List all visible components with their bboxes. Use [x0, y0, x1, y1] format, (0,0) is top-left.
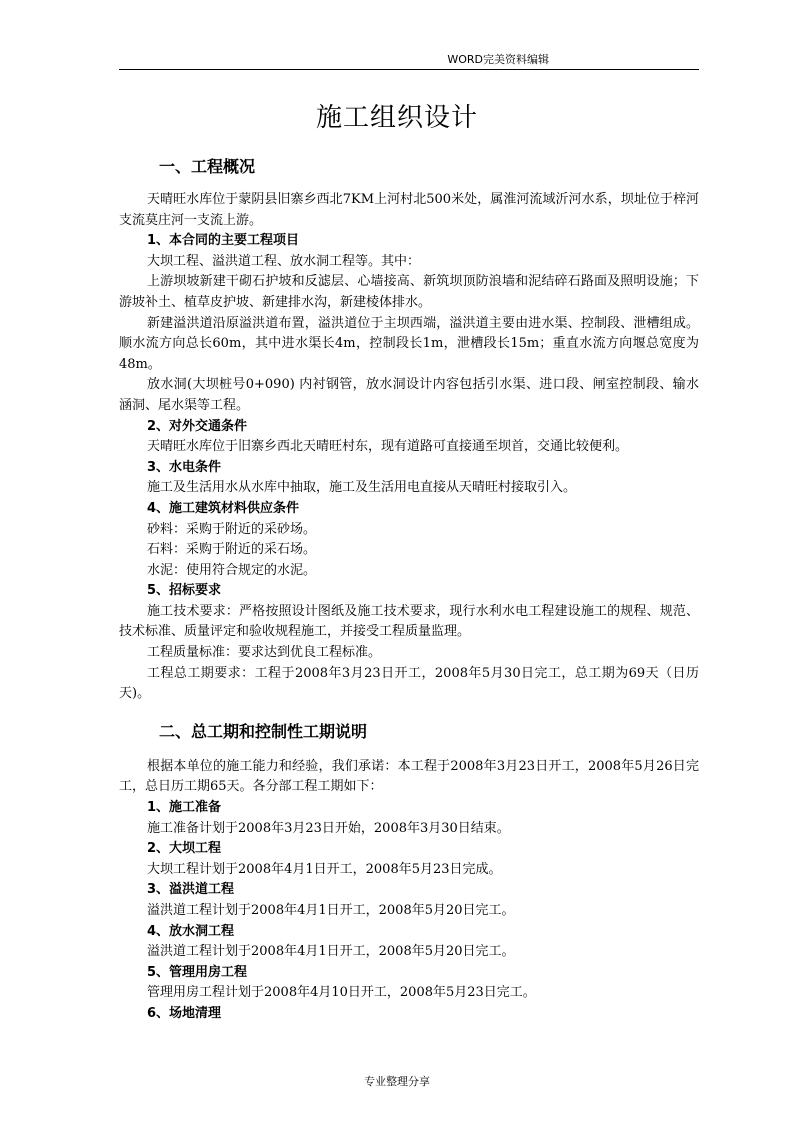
subheading-water-power: 3、水电条件	[147, 459, 222, 475]
schedule-item-text: 管理用房工程计划于2008年4月10日开工，2008年5月23日完工。	[147, 985, 536, 1001]
paragraph: 工程总工期要求：工程于2008年3月23日开工，2008年5月30日完工，总工期为69天（日历天)。	[119, 665, 699, 702]
paragraph: 放水洞(大坝桩号0+090) 内衬钢管，放水洞设计内容包括引水渠、进口段、闸室控制段、输水涵洞、尾水渠等工程。	[119, 377, 699, 413]
paragraph-schedule-intro: 根据本单位的施工能力和经验，我们承诺：本工程于2008年3月23日开工，2008年5月26日完工，总日历工期65天。各分部工程工期如下：	[119, 758, 699, 795]
page-title: 施工组织设计	[315, 103, 478, 133]
page-footer: 专业整理分享	[364, 1075, 430, 1088]
document-body	[119, 150, 699, 1025]
schedule-item-heading: 1、施工准备	[147, 800, 222, 816]
material-line: 石料：采购于附近的采石场。	[147, 542, 317, 558]
subheading-bid-requirements: 5、招标要求	[147, 583, 222, 599]
paragraph: 新建溢洪道沿原溢洪道布置，溢洪道位于主坝西端，溢洪道主要由进水渠、控制段、泄槽组成。顺水流方向总长60m，其中进水渠长4m，控制段长1m，泄槽段长15m；重直水流方向堰总宽度为48m。	[119, 315, 699, 372]
section-heading-schedule: 二、总工期和控制性工期说明	[159, 721, 368, 741]
schedule-item-text: 溢洪道工程计划于2008年4月1日开工，2008年5月20日完工。	[147, 944, 515, 960]
paragraph: 施工技术要求：严格按照设计图纸及施工技术要求，现行水利水电工程建设施工的规程、规范、技术标准、质量评定和验收规程施工，并接受工程质量监理。	[119, 603, 699, 640]
schedule-item-text: 大坝工程计划于2008年4月1日开工，2008年5月23日完成。	[147, 861, 502, 877]
schedule-item-heading: 2、大坝工程	[147, 841, 222, 857]
schedule-item-text: 溢洪道工程计划于2008年4月1日开工，2008年5月20日完工。	[147, 903, 515, 918]
section-heading-overview: 一、工程概况	[159, 157, 256, 176]
subheading-main-items: 1、本合同的主要工程项目	[147, 233, 300, 249]
header-text: WORD完美资料编辑	[447, 53, 549, 66]
schedule-item-heading: 4、放水洞工程	[147, 923, 235, 939]
paragraph: 上游坝坡新建干砌石护坡和反滤层、心墙接高、新筑坝顶防浪墙和泥结碎石路面及照明设施；下游坡补土、植草皮护坡、新建排水沟，新建棱体排水。	[119, 274, 699, 310]
subheading-materials: 4、施工建筑材料供应条件	[147, 500, 300, 516]
schedule-item-text: 施工准备计划于2008年3月23日开始，2008年3月30日结束。	[147, 820, 510, 836]
paragraph-intro: 天晴旺水库位于蒙阴县旧寨乡西北7KM上河村北500米处，属淮河流域沂河水系，坝址位于梓河支流莫庄河一支流上游。	[119, 192, 699, 228]
schedule-item-heading: 6、场地清理	[147, 1005, 222, 1021]
schedule-item-heading: 5、管理用房工程	[147, 964, 248, 980]
paragraph: 工程质量标准：要求达到优良工程标准。	[147, 645, 382, 661]
paragraph: 施工及生活用水从水库中抽取，施工及生活用电直接从天晴旺村接取引入。	[147, 480, 577, 496]
material-line: 砂料：采购于附近的采砂场。	[147, 521, 317, 537]
material-line: 水泥：使用符合规定的水泥。	[147, 562, 317, 578]
paragraph: 大坝工程、溢洪道工程、放水洞工程等。其中：	[147, 253, 421, 269]
schedule-item-heading: 3、溢洪道工程	[147, 882, 235, 898]
paragraph: 天晴旺水库位于旧寨乡西北天晴旺村东，现有道路可直接通至坝首，交通比较便利。	[147, 439, 629, 455]
page-header	[119, 52, 699, 70]
subheading-traffic: 2、对外交通条件	[147, 418, 248, 434]
